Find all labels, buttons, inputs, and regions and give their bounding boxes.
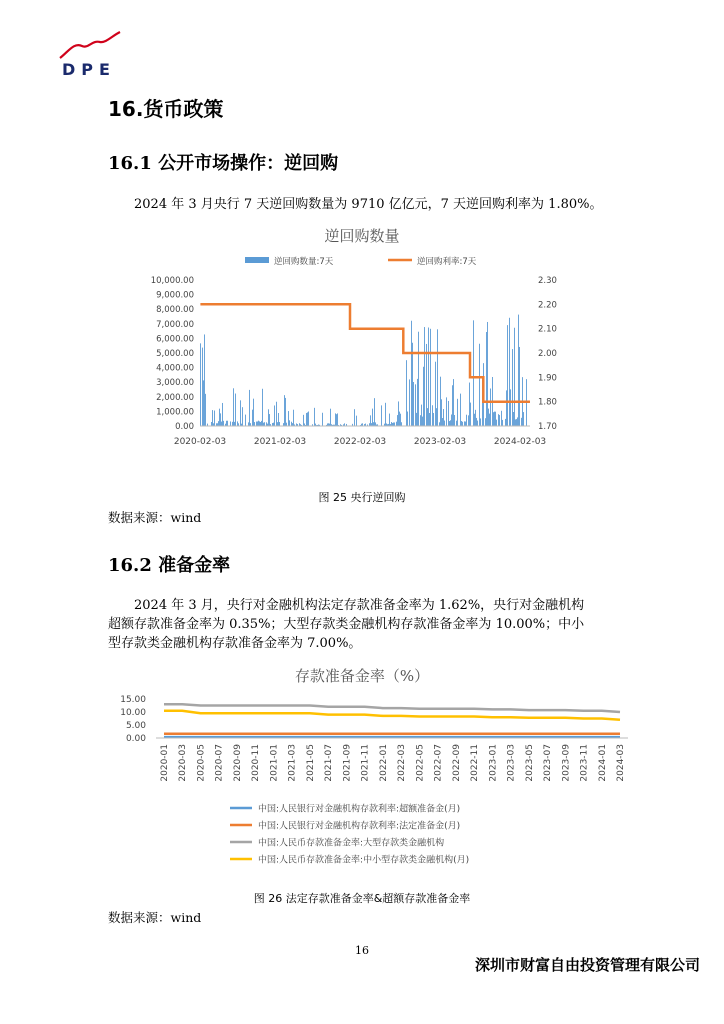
logo-text: DPE <box>62 60 116 79</box>
chart2-x-tick-label: 2020-09 <box>232 744 243 782</box>
chart1-bar <box>232 422 233 426</box>
chart1-bar <box>356 416 357 426</box>
chart1-bar <box>274 405 275 426</box>
chart1-bar <box>469 383 470 426</box>
chart1-bar <box>439 422 440 426</box>
chart1-bar <box>389 414 390 426</box>
chart2-y-tick-label: 15.00 <box>120 695 146 705</box>
chart1-bar <box>475 410 476 426</box>
section-title: 16.货币政策 <box>108 97 224 121</box>
chart1-bar <box>269 414 270 426</box>
chart1-bar <box>260 422 261 426</box>
chart1-bar <box>221 422 222 426</box>
chart1-bar <box>512 349 513 426</box>
chart1-bar <box>337 413 338 426</box>
chart1-bar <box>245 415 246 426</box>
chart1-left-tick-label: 5,000.00 <box>156 349 194 359</box>
chart1-bar <box>435 362 436 426</box>
chart1-bar <box>498 414 499 426</box>
chart1-bar <box>256 422 257 426</box>
chart1-bar <box>437 329 438 426</box>
chart1-bar <box>441 399 442 426</box>
chart1-bar <box>307 412 308 426</box>
chart2-x-tick-label: 2022-01 <box>378 744 389 782</box>
chart1-bar <box>420 415 421 426</box>
chart1-bar <box>306 413 307 426</box>
chart1-bar <box>476 418 477 426</box>
chart1-bar <box>240 400 241 426</box>
chart1-bar <box>507 325 508 426</box>
chart1-bar <box>407 412 408 426</box>
chart2-x-tick-label: 2023-09 <box>561 744 572 782</box>
chart1-bar <box>234 422 235 426</box>
chart2-legend <box>230 803 469 866</box>
chart1-bar <box>237 421 238 426</box>
chart1-bar <box>519 347 520 426</box>
chart2-x-tick-label: 2020-07 <box>214 744 225 782</box>
chart1-bar <box>421 405 422 426</box>
legend-label-line: 逆回购利率:7天 <box>417 257 477 267</box>
chart2-legend-label: 中国:人民币存款准备金率:大型存款类金融机构 <box>258 838 445 849</box>
chart1-bar <box>453 379 454 426</box>
chart1-bar <box>276 402 277 426</box>
chart2-x-tick-label: 2024-01 <box>597 744 608 782</box>
chart1-source: 数据来源：wind <box>108 510 202 525</box>
chart1-bar <box>400 414 401 426</box>
chart1-bar <box>202 348 203 426</box>
chart2-x-tick-label: 2021-07 <box>324 744 335 782</box>
chart2-source: 数据来源：wind <box>108 910 202 925</box>
chart1-bar <box>502 420 503 426</box>
logo-swoosh-icon <box>58 30 122 62</box>
chart2-series-line <box>164 711 620 720</box>
chart1-bar <box>480 418 481 426</box>
chart1-bars <box>200 315 527 426</box>
chart1-left-tick-label: 9,000.00 <box>156 290 194 301</box>
chart1-bar <box>428 328 429 427</box>
chart1-bar <box>474 414 475 426</box>
chart1-bar <box>510 389 511 426</box>
chart1-bar <box>277 422 278 426</box>
paragraph-reserve-line-3: 型存款类金融机构存款准备金率为 7.00%。 <box>108 636 362 651</box>
chart2-title: 存款准备金率（%） <box>294 667 430 685</box>
chart1-bar <box>446 397 447 426</box>
chart1-bar <box>204 334 205 426</box>
paragraph-reserve-line-2: 超额存款准备金率为 0.35%；大型存款类金融机构存款准备金率为 10.00%；中小 <box>108 617 585 632</box>
chart1-bar <box>516 419 517 426</box>
chart1-bar <box>200 343 201 426</box>
chart1-bar <box>523 412 524 426</box>
chart1-bar <box>448 401 449 426</box>
chart1-left-tick-label: 0.00 <box>175 422 194 432</box>
chart1-bar <box>515 419 516 426</box>
chart2-legend-label: 中国:人民银行对金融机构存款利率:法定准备金(月) <box>258 821 461 832</box>
chart1-bar <box>401 422 402 426</box>
chart1-bar <box>411 321 412 426</box>
chart2-x-tick-label: 2024-03 <box>616 744 626 782</box>
chart1-bar <box>422 417 423 426</box>
chart1-bar <box>393 422 394 426</box>
chart1-bar <box>249 390 250 426</box>
chart1-bar <box>517 417 518 426</box>
chart1-bar <box>486 332 487 426</box>
chart1-bar <box>354 409 355 426</box>
chart1-right-tick-label: 1.90 <box>538 373 557 384</box>
paragraph-reserve-line-1: 2024 年 3 月，央行对金融机构法定存款准备金率为 1.62%，央行对金融机构 <box>134 598 585 613</box>
chart1-bar <box>468 415 469 426</box>
chart1-bar <box>462 422 463 426</box>
chart1-bar <box>293 410 294 426</box>
chart1-bar <box>253 399 254 426</box>
chart1-bar <box>397 415 398 426</box>
chart1-bar <box>291 422 292 426</box>
chart2-x-tick-label: 2021-01 <box>269 744 280 782</box>
chart1-bar <box>443 409 444 426</box>
chart1-bar <box>416 413 417 426</box>
chart1-bar <box>415 384 416 426</box>
chart1-bar <box>461 421 462 426</box>
chart1-right-tick-label: 2.20 <box>538 300 557 311</box>
chart1-bar <box>235 394 236 426</box>
chart1-bar <box>219 409 220 426</box>
chart1-bar <box>477 421 478 426</box>
chart1-bar <box>375 422 376 426</box>
chart1-bar <box>391 422 392 426</box>
chart2-x-tick-label: 2022-09 <box>451 744 462 782</box>
chart2-x-tick-label: 2021-05 <box>305 744 316 782</box>
chart1-bar <box>465 422 466 426</box>
chart-reverse-repo <box>120 250 580 455</box>
chart1-bar <box>485 418 486 426</box>
chart1-bar <box>303 415 304 426</box>
chart2-y-tick-label: 5.00 <box>125 721 146 731</box>
chart1-bar <box>335 413 336 426</box>
chart1-bar <box>505 419 506 426</box>
chart1-bar <box>227 421 228 426</box>
chart1-bar <box>466 415 467 426</box>
chart1-bar <box>496 420 497 426</box>
chart1-x-tick-label: 2022-02-03 <box>333 437 387 447</box>
chart2-x-tick-label: 2022-07 <box>433 744 444 782</box>
chart1-bar <box>242 407 243 426</box>
chart1-right-tick-label: 2.30 <box>538 276 557 286</box>
chart1-bar <box>456 421 457 426</box>
chart2-legend-label: 中国:人民币存款准备金率:中小型存款类金融机构(月) <box>258 855 470 866</box>
legend-label-bar: 逆回购数量:7天 <box>274 257 334 267</box>
chart1-bar <box>212 410 213 426</box>
chart1-bar <box>381 405 382 426</box>
chart1-bar <box>460 394 461 426</box>
chart1-bar <box>370 415 371 426</box>
chart2-caption: 图 26 法定存款准备金率&超额存款准备金率 <box>253 892 471 905</box>
chart2-x-tick-label: 2023-01 <box>488 744 499 782</box>
chart1-bar <box>473 320 474 426</box>
chart2-x-tick-label: 2020-11 <box>251 744 262 782</box>
chart1-bar <box>205 394 206 426</box>
chart1-bar <box>451 414 452 426</box>
chart2-x-tick-label: 2022-05 <box>415 744 426 782</box>
chart1-bar <box>308 411 309 426</box>
chart1-bar <box>330 409 331 426</box>
chart1-bar <box>394 422 395 426</box>
chart2-x-tick-label: 2023-05 <box>524 744 535 782</box>
chart1-bar <box>426 344 427 426</box>
chart1-bar <box>220 413 221 426</box>
chart1-bar <box>501 411 502 426</box>
chart1-bar <box>464 421 465 426</box>
chart1-bar <box>314 408 315 426</box>
chart1-bar <box>444 421 445 426</box>
chart1-bar <box>257 421 258 426</box>
chart1-bar <box>373 422 374 426</box>
chart1-bar <box>273 423 274 426</box>
chart1-bar <box>336 414 337 426</box>
chart1-bar <box>489 414 490 426</box>
chart1-caption: 图 25 央行逆回购 <box>318 491 406 504</box>
chart1-left-tick-label: 8,000.00 <box>156 305 194 316</box>
chart2-y-tick-label: 0.00 <box>125 734 146 744</box>
chart1-bar <box>509 318 510 426</box>
chart1-bar <box>454 415 455 426</box>
chart1-bar <box>409 379 410 426</box>
chart1-bar <box>263 423 264 426</box>
chart1-bar <box>417 379 418 426</box>
chart1-bar <box>495 412 496 426</box>
chart-reserve-ratio <box>110 690 630 870</box>
chart1-x-tick-label: 2023-02-03 <box>413 437 467 447</box>
chart1-right-tick-label: 1.80 <box>538 397 557 408</box>
chart1-bar <box>518 315 519 426</box>
chart1-bar <box>278 413 279 426</box>
chart1-right-tick-label: 2.00 <box>538 349 557 359</box>
chart1-bar <box>433 413 434 426</box>
chart1-bar <box>470 403 471 426</box>
chart1-rate-line <box>200 304 530 401</box>
chart1-legend <box>245 256 477 267</box>
chart1-bar <box>399 412 400 426</box>
chart1-left-tick-label: 7,000.00 <box>156 319 194 330</box>
chart1-bar <box>493 412 494 426</box>
chart2-x-tick-label: 2021-03 <box>287 744 298 782</box>
chart1-left-tick-label: 1,000.00 <box>156 407 194 418</box>
chart1-right-tick-label: 1.70 <box>538 422 557 432</box>
chart1-title: 逆回购数量 <box>324 227 400 245</box>
chart1-bar <box>488 409 489 426</box>
chart1-x-tick-label: 2024-02-03 <box>493 437 547 447</box>
chart1-bar <box>279 422 280 426</box>
chart1-bar <box>222 403 223 426</box>
chart1-bar <box>385 403 386 426</box>
chart2-x-tick-label: 2020-05 <box>196 744 207 782</box>
chart2-y-tick-label: 10.00 <box>120 708 146 718</box>
chart1-bar <box>457 399 458 426</box>
chart2-x-tick-label: 2021-09 <box>342 744 353 782</box>
chart1-bar <box>211 422 212 426</box>
chart2-x-tick-label: 2023-03 <box>506 744 517 782</box>
subsection-title-16-2: 16.2 准备金率 <box>108 555 231 576</box>
page-number: 16 <box>355 944 369 957</box>
chart1-bar <box>214 411 215 426</box>
chart2-x-tick-label: 2023-11 <box>579 744 590 782</box>
chart1-bar <box>289 420 290 426</box>
chart1-bar <box>259 421 260 426</box>
chart1-bar <box>203 380 204 426</box>
chart1-bar <box>440 377 441 426</box>
chart1-bar <box>398 401 399 426</box>
paragraph-reverse-repo: 2024 年 3 月央行 7 天逆回购数量为 9710 亿亿元，7 天逆回购利率为 1.80%。 <box>134 197 603 212</box>
chart1-bar <box>490 388 491 426</box>
chart1-bar <box>374 398 375 426</box>
subsection-title-16-1: 16.1 公开市场操作：逆回购 <box>108 153 339 174</box>
chart1-bar <box>252 410 253 426</box>
chart2-x-tick-label: 2020-01 <box>160 744 170 782</box>
chart1-left-tick-label: 3,000.00 <box>156 378 194 389</box>
chart1-bar <box>479 344 480 426</box>
chart1-bar <box>449 421 450 426</box>
chart1-bar <box>266 422 267 426</box>
legend-swatch-bar <box>245 257 269 263</box>
chart1-bar <box>499 415 500 426</box>
chart2-x-tick-label: 2022-03 <box>397 744 408 782</box>
chart1-x-tick-label: 2020-02-03 <box>173 437 227 447</box>
chart1-bar <box>254 422 255 426</box>
chart1-x-tick-label: 2021-02-03 <box>253 437 307 447</box>
chart1-right-tick-label: 2.10 <box>538 324 557 335</box>
chart2-x-tick-label: 2020-03 <box>178 744 189 782</box>
chart1-bar <box>412 343 413 426</box>
chart1-left-tick-label: 10,000.00 <box>150 276 194 286</box>
chart1-bar <box>285 398 286 426</box>
chart1-bar <box>230 421 231 426</box>
chart1-bar <box>494 412 495 426</box>
chart1-bar <box>261 421 262 426</box>
chart1-bar <box>223 421 224 426</box>
chart1-bar <box>427 408 428 426</box>
chart1-bar <box>418 332 419 426</box>
chart1-bar <box>432 405 433 426</box>
chart2-x-tick-label: 2023-07 <box>543 744 554 782</box>
chart1-bar <box>442 418 443 426</box>
chart2-x-tick-label: 2021-11 <box>360 744 371 782</box>
chart1-bar <box>513 412 514 426</box>
chart1-bar <box>288 411 289 426</box>
chart1-bar <box>406 360 407 426</box>
chart1-left-tick-label: 6,000.00 <box>156 334 194 345</box>
chart1-bar <box>396 422 397 426</box>
chart1-bar <box>521 418 522 426</box>
chart1-bar <box>268 409 269 426</box>
company-name: 深圳市财富自由投资管理有限公司 <box>474 956 700 974</box>
chart2-x-tick-label: 2022-11 <box>470 744 481 782</box>
chart1-bar <box>258 421 259 426</box>
chart1-left-tick-label: 2,000.00 <box>156 392 194 403</box>
chart1-left-tick-label: 4,000.00 <box>156 363 194 374</box>
chart1-bar <box>430 329 431 426</box>
chart1-bar <box>487 322 488 426</box>
chart1-bar <box>218 421 219 426</box>
chart1-bar <box>322 413 323 426</box>
chart1-bar <box>233 388 234 426</box>
chart1-bar <box>264 422 265 426</box>
chart1-bar <box>284 395 285 426</box>
chart1-bar <box>424 327 425 426</box>
chart1-bar <box>413 382 414 426</box>
chart1-bar <box>514 328 515 426</box>
chart1-bar <box>436 408 437 426</box>
chart1-bar <box>429 413 430 426</box>
chart2-series-line <box>164 704 620 712</box>
chart1-bar <box>423 367 424 426</box>
chart1-bar <box>506 390 507 426</box>
chart1-bar <box>452 385 453 426</box>
chart1-bar <box>372 409 373 426</box>
chart1-bar <box>450 420 451 426</box>
chart1-bar <box>226 421 227 426</box>
chart1-bar <box>248 422 249 426</box>
chart1-bar <box>262 389 263 426</box>
chart2-legend-label: 中国:人民银行对金融机构存款利率:超额准备金(月) <box>258 804 461 815</box>
